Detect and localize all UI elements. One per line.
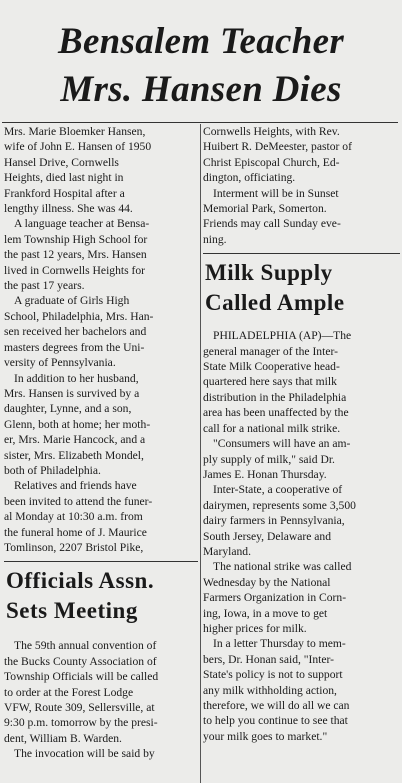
main-headline-line-2: Mrs. Hansen Dies	[60, 69, 342, 110]
article-paragraph: "Consumers will have an am- ply supply of milk," said Dr. James E. Honan Thursday.	[203, 437, 351, 481]
milk-headline-line-1: Milk Supply	[205, 260, 333, 286]
main-headline-line-1: Bensalem Teacher	[57, 21, 345, 62]
hansen-obituary	[4, 124, 198, 555]
milk-headline	[203, 258, 400, 318]
officials-headline-line-2: Sets Meeting	[6, 598, 138, 624]
obituary-continuation	[203, 124, 400, 247]
officials-headline	[4, 566, 198, 626]
left-column	[4, 124, 198, 762]
article-paragraph: In a letter Thursday to mem- bers, Dr. Honan said, "Inter- State's policy is not to support any milk withholding action, therefore, we will do all we can to help you continue to see that your milk goes to market."	[203, 637, 350, 743]
milk-article	[203, 328, 400, 744]
article-paragraph: The national strike was called Wednesday by the National Farmers Organization in Corn- ing, Iowa, in a move to get higher prices for milk.	[203, 560, 352, 635]
obituary-paragraph: A language teacher at Bensa- lem Township High School for the past 12 years, Mrs. Hansen lived in Cornwells Heights for the past 17 years.	[4, 217, 150, 293]
officials-article	[4, 638, 198, 761]
article-paragraph: The invocation will be said by	[14, 747, 155, 761]
officials-headline-line-1: Officials Assn.	[6, 568, 155, 594]
article-paragraph: PHILADELPHIA (AP)—The general manager of the Inter- State Milk Cooperative head- quartered here says that milk distribution in the Philadelphia area has been unaffected by the call for a national milk strike.	[203, 329, 352, 435]
article-paragraph: Inter-State, a cooperative of dairymen, represents some 3,500 dairy farmers in Pennsylvania, South Jersey, Delaware and Maryland.	[203, 483, 356, 558]
article-paragraph: The 59th annual convention of the Bucks County Association of Township Officials will be called to order at the Forest Lodge VFW, Route 309, Sellersville, at 9:30 p.m. tomorrow by the presi- dent, William B. Warden.	[4, 639, 159, 745]
obituary-paragraph: Mrs. Marie Bloemker Hansen, wife of John E. Hansen of 1950 Hansel Drive, Cornwells Heights, died last night in Frankford Hospital after a lengthy illness. She was 44.	[4, 125, 152, 216]
obituary-paragraph: In addition to her husband, Mrs. Hansen is survived by a daughter, Lynne, and a son, Glenn, both at home; her moth- er, Mrs. Marie Hancock, and a sister, Mrs. Elizabeth Mondel, both of Philadelphia.	[4, 371, 151, 477]
obituary-paragraph: Cornwells Heights, with Rev. Huibert R. DeMeester, pastor of Christ Episcopal Church, Ed- dington, officiating.	[203, 125, 352, 185]
right-column	[203, 124, 400, 744]
obituary-paragraph: Relatives and friends have been invited to attend the funer- al Monday at 10:30 a.m. from the funeral home of J. Maurice Tomlinson, 2207 Bristol Pike,	[4, 479, 153, 554]
main-headline	[4, 18, 398, 114]
headline-rule	[2, 122, 398, 123]
milk-headline-line-2: Called Ample	[205, 290, 345, 316]
column-divider	[200, 124, 201, 783]
obituary-paragraph: Interment will be in Sunset Memorial Park, Somerton. Friends may call Sunday eve- ning.	[203, 186, 341, 246]
section-rule	[4, 561, 198, 562]
obituary-paragraph: A graduate of Girls High School, Philadelphia, Mrs. Han- sen received her bachelors and masters degrees from the Uni- versity of Pennsylvania.	[4, 294, 154, 370]
section-rule	[203, 253, 400, 254]
